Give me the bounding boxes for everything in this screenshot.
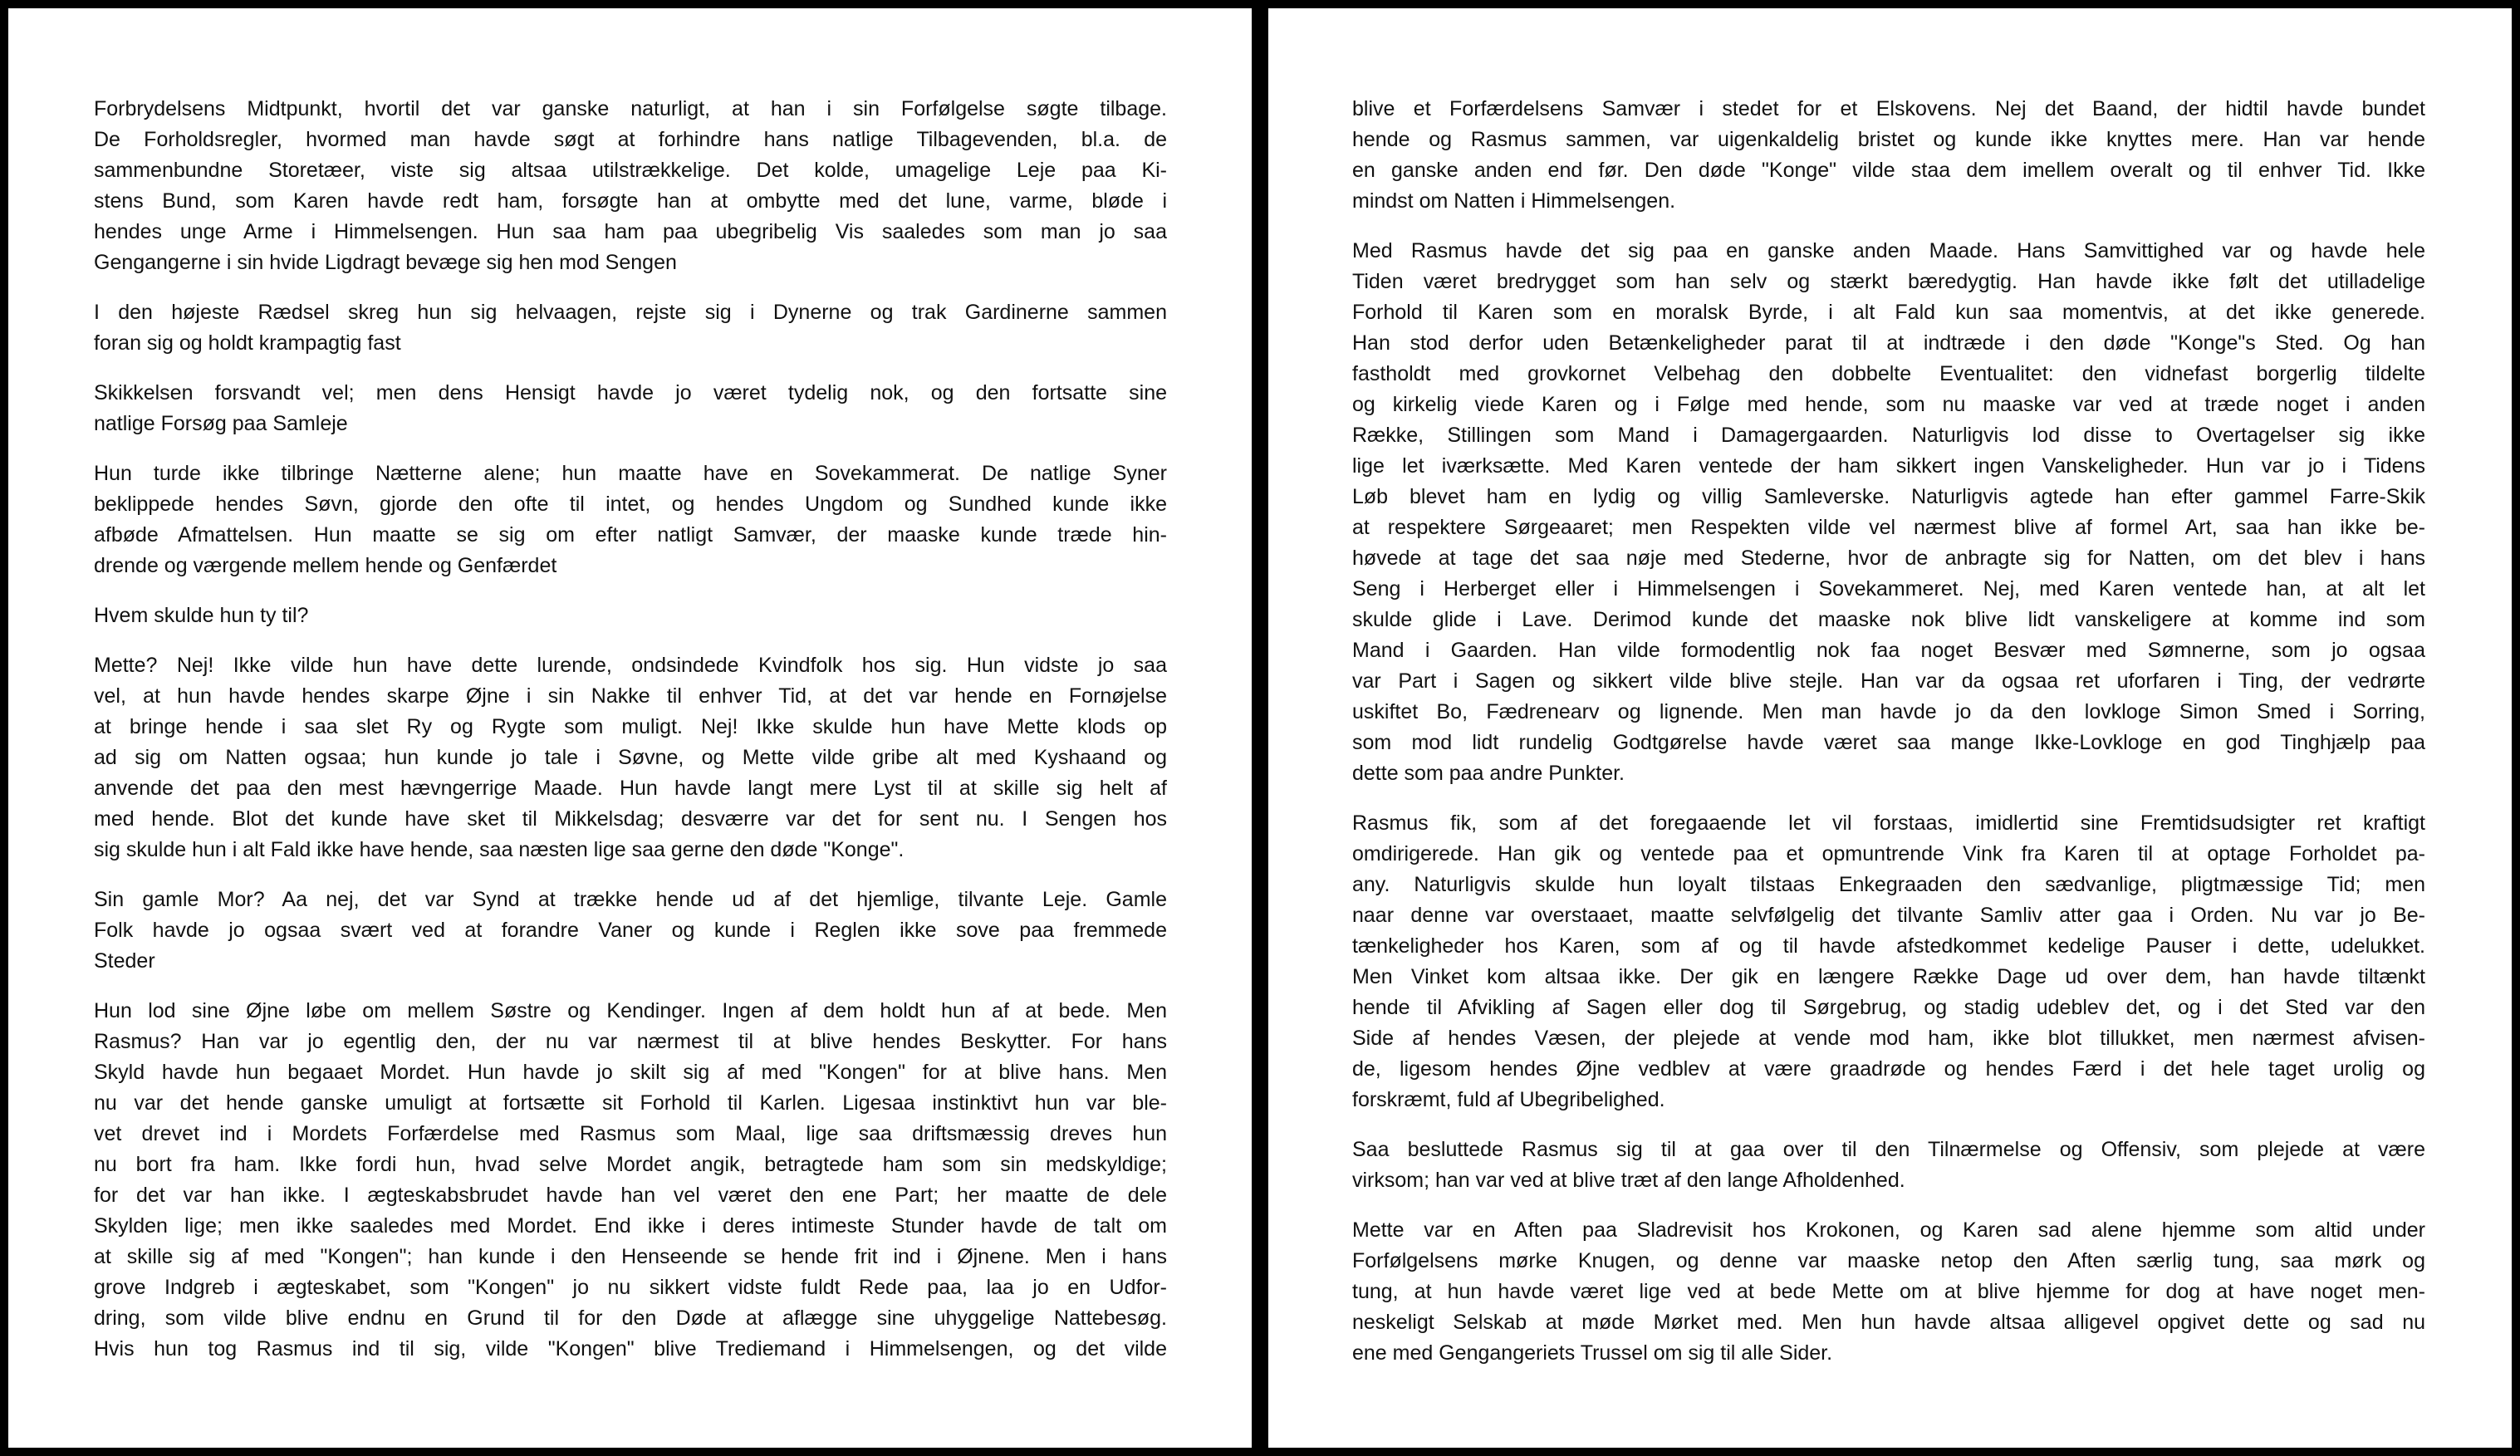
text-line: Hvis hun tog Rasmus ind til sig, vilde "Kongen" blive Trediemand i Himmelsengen, og det vilde — [94, 1337, 1167, 1360]
text-line: Side af hendes Væsen, der plejede at vende mod ham, ikke blot tillukket, men nærmest afvisen- — [1352, 1027, 2425, 1050]
text-line: Saa besluttede Rasmus sig til at gaa over til den Tilnærmelse og Offensiv, som plejede at være — [1352, 1138, 2425, 1161]
text-line: ene med Gengangeriets Trussel om sig til alle Sider. — [1352, 1341, 1833, 1365]
text-line: drende og værgende mellem hende og Genfærdet — [94, 554, 557, 577]
text-line: anvende det paa den mest hævngerrige Maade. Hun havde langt mere Lyst til at skille sig helt af — [94, 777, 1167, 800]
paragraph — [94, 378, 1167, 439]
text-line: sammenbundne Storetæer, viste sig altsaa utilstrækkelige. Det kolde, umagelige Leje paa Ki- — [94, 159, 1167, 182]
text-line: I den højeste Rædsel skreg hun sig helvaagen, rejste sig i Dynerne og trak Gardinerne sammen — [94, 301, 1167, 324]
text-line: var Part i Sagen og sikkert vilde blive stejle. Han var da ogsaa ret uforfaren i Ting, der vedrørte — [1352, 669, 2425, 693]
text-line: Hun lod sine Øjne løbe om mellem Søstre og Kendinger. Ingen af dem holdt hun af at bede. Men — [94, 999, 1167, 1022]
text-line: virksom; han var ved at blive træt af den lange Afholdenhed. — [1352, 1169, 1905, 1192]
text-line: nu bort fra ham. Ikke fordi hun, hvad selve Mordet angik, betragtede ham som sin medskyldige; — [94, 1153, 1167, 1176]
paragraph — [1352, 236, 2425, 789]
text-line: tænkeligheder hos Karen, som af og til havde afstedkommet kedelige Pauser i dette, udelukket. — [1352, 934, 2425, 958]
paragraph — [1352, 1135, 2425, 1196]
text-line: naar denne var overstaaet, maatte selvfølgelig det tilvante Samliv atter gaa i Orden. Nu var jo Be- — [1352, 904, 2425, 927]
paragraph — [94, 458, 1167, 581]
text-line: Mette? Nej! Ikke vilde hun have dette lurende, ondsindede Kvindfolk hos sig. Hun vidste jo saa — [94, 654, 1167, 677]
text-line: Løb blevet ham en lydig og villig Samleverske. Naturligvis agtede han efter gammel Farre-Skik — [1352, 485, 2425, 508]
text-line: fastholdt med grovkornet Velbehag den dobbelte Eventualitet: den vidnefast borgerlig tildelte — [1352, 362, 2425, 385]
paragraph — [1352, 808, 2425, 1115]
text-line: Folk havde jo ogsaa svært ved at forandre Vaner og kunde i Reglen ikke sove paa fremmede — [94, 919, 1167, 942]
text-line: forskræmt, fuld af Ubegribelighed. — [1352, 1088, 1665, 1111]
text-line: dette som paa andre Punkter. — [1352, 762, 1625, 785]
text-line: Skyld havde hun begaaet Mordet. Hun havde jo skilt sig af med "Kongen" for at blive hans. Men — [94, 1061, 1167, 1084]
text-line: for det var han ikke. I ægteskabsbrudet havde han vel været den ene Part; her maatte de dele — [94, 1184, 1167, 1207]
text-line: skulde glide i Lave. Derimod kunde det maaske nok blive lidt vanskeligere at komme ind som — [1352, 608, 2425, 631]
text-line: Seng i Herberget eller i Himmelsengen i Sovekammeret. Nej, med Karen ventede han, at alt let — [1352, 577, 2425, 601]
text-line: de, ligesom hendes Øjne vedblev at være graadrøde og hendes Færd i det hele taget urolig og — [1352, 1057, 2425, 1081]
text-line: at respektere Sørgeaaret; men Respekten vilde vel nærmest blive af formel Art, saa han ikke be- — [1352, 516, 2425, 539]
text-line: Han stod derfor uden Betænkeligheder parat til at indtræde i den døde "Konge"s Sted. Og han — [1352, 331, 2425, 355]
text-line: Men Vinket kom altsaa ikke. Der gik en længere Række Dage ud over dem, han havde tiltænkt — [1352, 965, 2425, 988]
text-line: hende til Afvikling af Sagen eller dog til Sørgebrug, og stadig udeblev det, og i det Sted var den — [1352, 996, 2425, 1019]
text-line: De Forholdsregler, hvormed man havde søgt at forhindre hans natlige Tilbagevenden, bl.a. de — [94, 128, 1167, 151]
left-page-text — [94, 94, 1167, 1384]
text-line: uskiftet Bo, Fædrenearv og lignende. Men man havde jo da den lovkloge Simon Smed i Sorring, — [1352, 700, 2425, 723]
paragraph — [94, 996, 1167, 1365]
text-line: Hvem skulde hun ty til? — [94, 604, 309, 627]
paragraph — [94, 601, 1167, 631]
text-line: any. Naturligvis skulde hun loyalt tilstaas Enkegraaden den sædvanlige, pligtmæssige Tid; men — [1352, 873, 2425, 896]
text-line: Mette var en Aften paa Sladrevisit hos Krokonen, og Karen sad alene hjemme som altid under — [1352, 1218, 2425, 1242]
text-line: stens Bund, som Karen havde redt ham, forsøgte han at ombytte med det lune, varme, bløde i — [94, 189, 1167, 213]
text-line: mindst om Natten i Himmelsengen. — [1352, 189, 1676, 213]
text-line: Sin gamle Mor? Aa nej, det var Synd at trække hende ud af det hjemlige, tilvante Leje. Gamle — [94, 888, 1167, 911]
text-line: vet drevet ind i Mordets Forfærdelse med Rasmus som Maal, lige saa driftsmæssig dreves hun — [94, 1122, 1167, 1145]
text-line: sig skulde hun i alt Fald ikke have hende, saa næsten lige saa gerne den døde "Konge". — [94, 838, 905, 861]
text-line: Forhold til Karen som en moralsk Byrde, i alt Fald kun saa momentvis, at det ikke generede. — [1352, 301, 2425, 324]
text-line: natlige Forsøg paa Samleje — [94, 412, 348, 435]
left-page — [8, 8, 1252, 1448]
text-line: blive et Forfærdelsens Samvær i stedet for et Elskovens. Nej det Baand, der hidtil havde bundet — [1352, 97, 2425, 120]
text-line: med hende. Blot det kunde have sket til Mikkelsdag; desværre var det for sent nu. I Sengen hos — [94, 807, 1167, 831]
text-line: omdirigerede. Han gik og ventede paa et opmuntrende Vink fra Karen til at optage Forholdet pa- — [1352, 842, 2425, 865]
text-line: Forfølgelsens mørke Knugen, og denne var maaske netop den Aften særlig tung, saa mørk og — [1352, 1249, 2425, 1272]
text-line: dring, som vilde blive endnu en Grund til for den Døde at aflægge sine uhyggelige Nattebesøg. — [94, 1306, 1167, 1330]
text-line: foran sig og holdt krampagtig fast — [94, 331, 401, 355]
text-line: Med Rasmus havde det sig paa en ganske anden Maade. Hans Samvittighed var og havde hele — [1352, 239, 2425, 262]
paragraph — [94, 650, 1167, 865]
text-line: Rasmus fik, som af det foregaaende let vil forstaas, imidlertid sine Fremtidsudsigter ret kraftigt — [1352, 811, 2425, 835]
text-line: tung, at hun havde været lige ved at bede Mette om at blive hjemme for dog at have noget men- — [1352, 1280, 2425, 1303]
paragraph — [94, 297, 1167, 359]
text-line: at skille sig af med "Kongen"; han kunde i den Henseende se hende frit ind i Øjnene. Men i hans — [94, 1245, 1167, 1268]
text-line: Gengangerne i sin hvide Ligdragt bevæge sig hen mod Sengen — [94, 251, 677, 274]
text-line: Skikkelsen forsvandt vel; men dens Hensigt havde jo været tydelig nok, og den fortsatte sine — [94, 381, 1167, 404]
text-line: hendes unge Arme i Himmelsengen. Hun saa ham paa ubegribelig Vis saaledes som man jo saa — [94, 220, 1167, 243]
text-line: ad sig om Natten ogsaa; hun kunde jo tale i Søvne, og Mette vilde gribe alt med Kyshaand og — [94, 746, 1167, 769]
text-line: nu var det hende ganske umuligt at fortsætte sit Forhold til Karlen. Ligesaa instinktivt hun var ble- — [94, 1091, 1167, 1115]
text-line: Hun turde ikke tilbringe Nætterne alene; hun maatte have en Sovekammerat. De natlige Syner — [94, 462, 1167, 485]
text-line: Rasmus? Han var jo egentlig den, der nu var nærmest til at blive hendes Beskytter. For hans — [94, 1030, 1167, 1053]
text-line: beklippede hendes Søvn, gjorde den ofte til intet, og hendes Ungdom og Sundhed kunde ikke — [94, 493, 1167, 516]
right-page — [1268, 8, 2512, 1448]
text-line: som mod lidt rundelig Godtgørelse havde været saa mange Ikke-Lovkloge en god Tinghjælp paa — [1352, 731, 2425, 754]
paragraph — [1352, 94, 2425, 217]
text-line: og kirkelig viede Karen og i Følge med hende, som nu maaske var ved at træde noget i anden — [1352, 393, 2425, 416]
text-line: høvede at tage det saa nøje med Stederne, hvor de anbragte sig for Natten, om det blev i hans — [1352, 547, 2425, 570]
text-line: neskeligt Selskab at møde Mørket med. Men hun havde altsaa alligevel opgivet dette og sad nu — [1352, 1311, 2425, 1334]
text-line: vel, at hun havde hendes skarpe Øjne i sin Nakke til enhver Tid, at det var hende en Fornøjelse — [94, 684, 1167, 708]
text-line: lige let iværksætte. Med Karen ventede der ham sikkert ingen Vanskeligheder. Hun var jo i Tidens — [1352, 454, 2425, 478]
text-line: grove Indgreb i ægteskabet, som "Kongen" jo nu sikkert vidste fuldt Rede paa, laa jo en Udfor- — [94, 1276, 1167, 1299]
text-line: at bringe hende i saa slet Ry og Rygte som muligt. Nej! Ikke skulde hun have Mette klods op — [94, 715, 1167, 738]
paragraph — [1352, 1215, 2425, 1369]
text-line: Forbrydelsens Midtpunkt, hvortil det var ganske naturligt, at han i sin Forfølgelse søgte tilbage. — [94, 97, 1167, 120]
text-line: en ganske anden end før. Den døde "Konge" vilde staa dem imellem overalt og til enhver Tid. Ikke — [1352, 159, 2425, 182]
paragraph — [94, 94, 1167, 278]
text-line: Mand i Gaarden. Han vilde formodentlig nok faa noget Besvær med Sømnerne, som jo ogsaa — [1352, 639, 2425, 662]
text-line: Steder — [94, 949, 155, 973]
text-line: Tiden været bredrygget som han selv og stærkt bæredygtig. Han havde ikke følt det utilladelige — [1352, 270, 2425, 293]
text-line: Skylden lige; men ikke saaledes med Mordet. End ikke i deres intimeste Stunder havde de talt om — [94, 1214, 1167, 1238]
text-line: hende og Rasmus sammen, var uigenkaldelig bristet og kunde ikke knyttes mere. Han var hende — [1352, 128, 2425, 151]
text-line: afbøde Afmattelsen. Hun maatte se sig om efter natligt Samvær, der maaske kunde træde hin- — [94, 523, 1167, 547]
text-line: Række, Stillingen som Mand i Damagergaarden. Naturligvis lod disse to Overtagelser sig ikke — [1352, 424, 2425, 447]
right-page-text — [1352, 94, 2425, 1388]
paragraph — [94, 885, 1167, 977]
